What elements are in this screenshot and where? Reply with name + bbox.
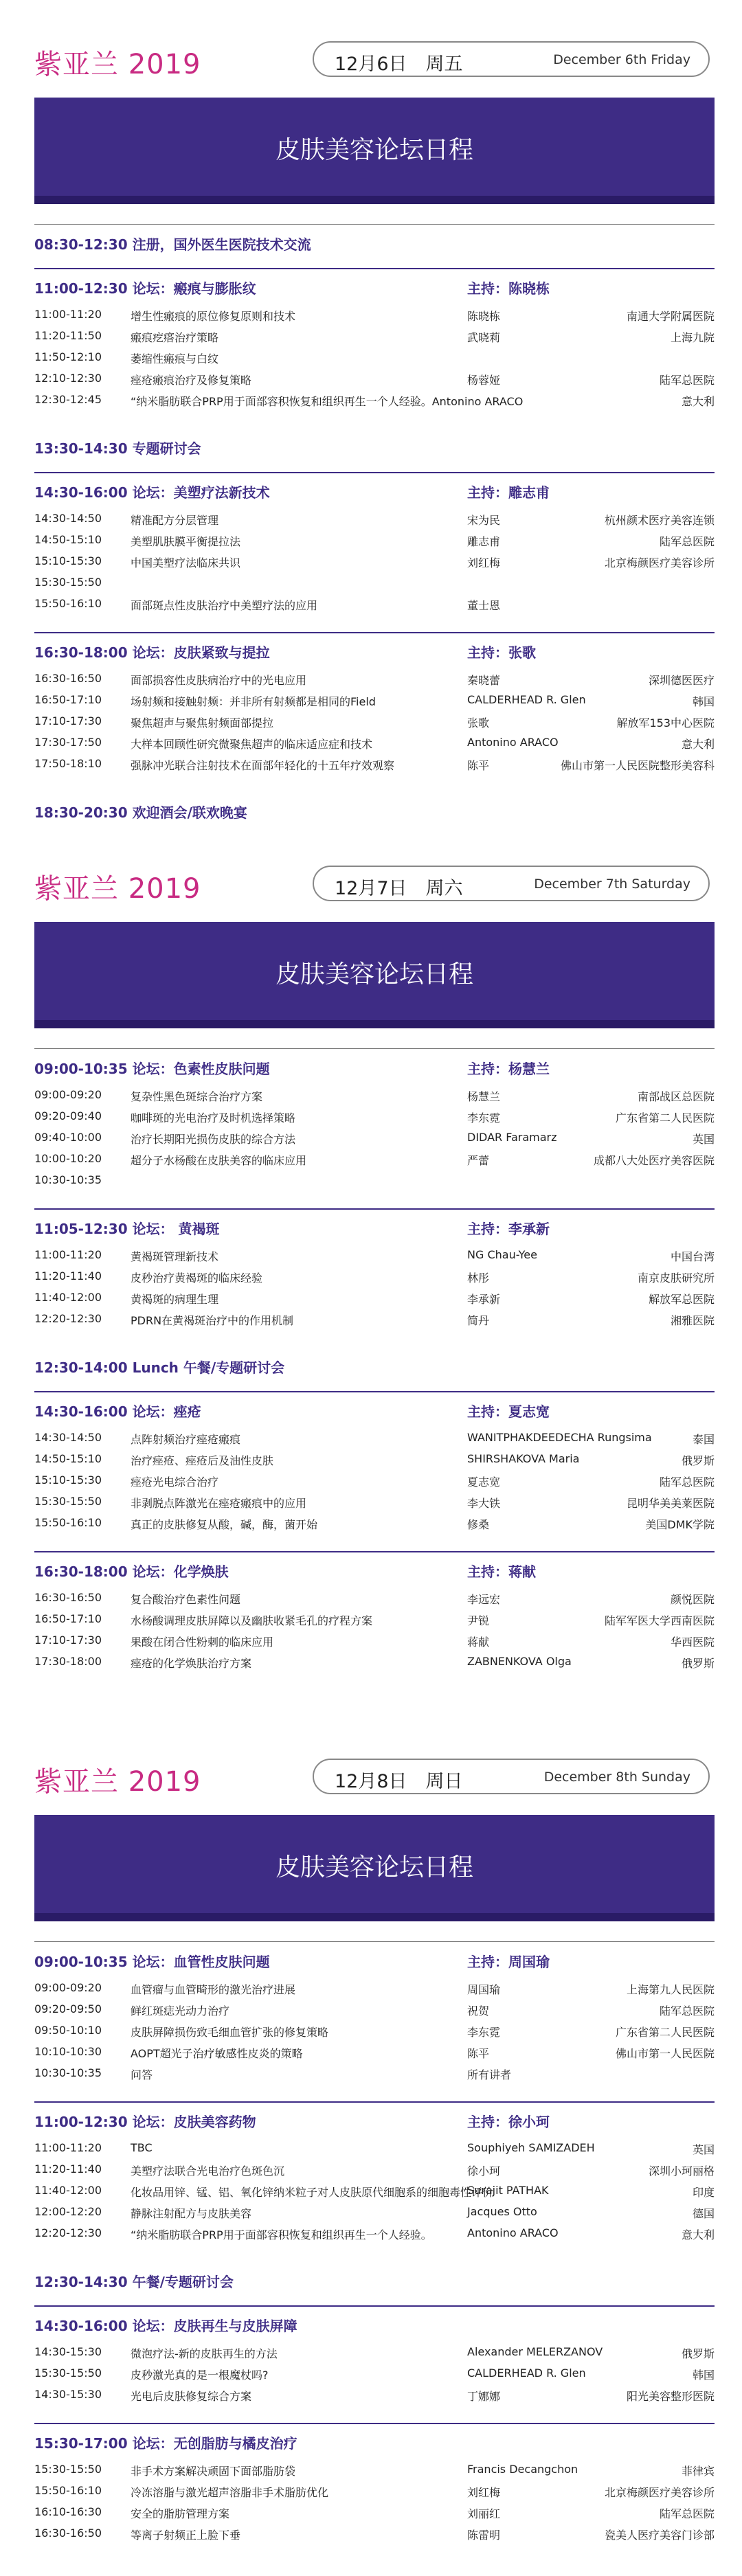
section-title: 欢迎酒会/联欢晚宴 (132, 804, 247, 821)
row-topic: 复合酸治疗色素性问题 (131, 1593, 241, 1606)
row-topic: “纳米脂肪联合PRP用于面部容积恢复和组织再生一个人经验。Antonino ARACO (131, 395, 524, 408)
row-time: 15:50-16:10 (34, 2484, 102, 2497)
section-time: 09:00-10:35 (34, 1061, 133, 1077)
row-time: 09:00-09:20 (34, 1088, 102, 1101)
row-time: 12:30-12:45 (34, 393, 102, 406)
row-topic: 治疗长期阳光损伤皮肤的综合方法 (131, 1133, 296, 1146)
row-speaker: 刘红梅 (467, 556, 501, 569)
row-speaker: 蒋献 (467, 1636, 490, 1649)
date-cn: 12月8日 周日 (335, 1771, 463, 1792)
row-time: 14:30-14:50 (34, 512, 102, 525)
row-time: 15:10-15:30 (34, 554, 102, 567)
section-title: 专题研讨会 (132, 440, 201, 457)
row-time: 17:50-18:10 (34, 757, 102, 770)
row-topic: 问答 (131, 2068, 153, 2081)
row-speaker: 陈雷明 (467, 2529, 501, 2542)
title-banner (34, 1815, 715, 1921)
row-topic: 果酸在闭合性粉刺的临床应用 (131, 1636, 274, 1649)
row-time: 14:30-15:30 (34, 2388, 102, 2401)
section-heading (34, 2271, 715, 2291)
section-heading (34, 1401, 715, 1421)
row-organization: 俄罗斯 (681, 2347, 715, 2360)
row-time: 12:10-12:30 (34, 372, 102, 385)
section-time: 11:00-12:30 (34, 2114, 133, 2130)
row-topic: 非手术方案解决顽固下面部脂肪袋 (131, 2465, 296, 2478)
section-time: 16:30-18:00 (34, 644, 133, 661)
row-topic: 超分子水杨酸在皮肤美容的临床应用 (131, 1154, 307, 1167)
row-topic: 皮肤屏障损伤致毛细血管扩张的修复策略 (131, 2026, 329, 2039)
row-topic: 鲜红斑痣光动力治疗 (131, 2004, 230, 2018)
row-topic: 美塑疗法联合光电治疗色斑色沉 (131, 2165, 285, 2178)
row-time: 16:30-16:50 (34, 2527, 102, 2540)
row-organization: 陆军总医院 (659, 1476, 715, 1489)
row-organization: 中国台湾 (670, 1250, 715, 1263)
row-speaker: 简丹 (467, 1314, 490, 1327)
section-host: 主持：杨慧兰 (467, 1061, 550, 1077)
date-en: December 8th Sunday (543, 1770, 690, 1785)
date-cn: 12月7日 周六 (335, 878, 463, 899)
row-topic: 聚焦超声与聚焦射频面部提拉 (131, 716, 274, 730)
row-topic: 大样本回顾性研究微聚焦超声的临床适应症和技术 (131, 738, 373, 751)
date-en: December 6th Friday (553, 52, 690, 67)
row-topic: 化妆品用锌、锰、铝、氧化锌纳米粒子对人皮肤原代细胞系的细胞毒性评价 (131, 2186, 494, 2199)
row-organization: 昆明华美美莱医院 (626, 1497, 715, 1510)
row-topic: 皮秒激光真的是一根魔杖吗? (131, 2369, 269, 2382)
row-organization: 南京皮肤研究所 (637, 1272, 715, 1285)
row-organization: 深圳小珂丽格 (648, 2165, 715, 2178)
section-time: 12:30-14:00 (34, 1359, 133, 1376)
row-organization: 上海第九人民医院 (626, 1983, 715, 1996)
row-organization: 俄罗斯 (681, 1454, 715, 1467)
row-topic: 真正的皮肤修复从酸，碱，酶，菌开始 (131, 1518, 318, 1531)
section-heading (34, 234, 715, 253)
section-title: Lunch 午餐/专题研讨会 (132, 1359, 285, 1376)
row-speaker: 杨慧兰 (467, 1090, 501, 1103)
row-time: 17:30-17:50 (34, 736, 102, 749)
section-time: 11:05-12:30 (34, 1221, 133, 1237)
section-time: 18:30-20:30 (34, 804, 133, 821)
row-speaker: Alexander MELERZANOV (467, 2345, 603, 2358)
section-title: 午餐/专题研讨会 (132, 2274, 234, 2290)
row-speaker: 陈平 (467, 759, 490, 772)
date-pill (313, 1759, 710, 1794)
row-topic: 黄褐斑管理新技术 (131, 1250, 219, 1263)
row-speaker: 李大铁 (467, 1497, 501, 1510)
section-heading (34, 278, 715, 297)
row-topic: 冷冻溶脂与激光超声溶脂非手术脂肪优化 (131, 2486, 329, 2499)
row-time: 09:20-09:50 (34, 2002, 102, 2015)
section-heading (34, 438, 715, 457)
row-speaker: WANITPHAKDEEDECHA Rungsima (467, 1431, 652, 1444)
section-heading (34, 1951, 715, 1971)
row-speaker: 刘红梅 (467, 2486, 501, 2499)
section-title: 论坛：皮肤美容药物 (132, 2114, 256, 2130)
section-time: 08:30-12:30 (34, 236, 133, 253)
row-time: 11:20-11:40 (34, 1269, 102, 1283)
section-time: 13:30-14:30 (34, 440, 133, 457)
row-speaker: 张歌 (467, 716, 490, 730)
row-speaker: 杨蓉娅 (467, 374, 501, 387)
row-topic: 治疗痤疮、痤疮后及油性皮肤 (131, 1454, 274, 1467)
row-organization: 德国 (692, 2207, 715, 2220)
brand-logo-text: 紫亚兰 2019 (34, 49, 201, 80)
row-time: 14:50-15:10 (34, 1452, 102, 1465)
title-banner (34, 922, 715, 1028)
brand-logo-text: 紫亚兰 2019 (34, 873, 201, 905)
row-topic: 痤疮的化学焕肤治疗方案 (131, 1657, 252, 1670)
row-organization: 意大利 (681, 395, 715, 408)
section-heading (34, 2432, 715, 2452)
row-speaker: Surajit PATHAK (467, 2184, 549, 2197)
row-speaker: Francis Decangchon (467, 2463, 578, 2476)
row-organization: 陆军总医院 (659, 535, 715, 548)
row-organization: 华西医院 (670, 1636, 715, 1649)
row-time: 17:10-17:30 (34, 1634, 102, 1647)
row-speaker: 武晓莉 (467, 331, 501, 344)
row-time: 15:30-15:50 (34, 576, 102, 589)
section-title: 论坛：无创脂肪与橘皮治疗 (132, 2435, 297, 2452)
date-pill (313, 866, 710, 901)
section-host: 主持：陈晓栋 (467, 280, 550, 297)
row-topic: 中国美塑疗法临床共识 (131, 556, 241, 569)
row-organization: 南部战区总医院 (637, 1090, 715, 1103)
row-organization: 韩国 (692, 695, 715, 708)
section-heading (34, 2111, 715, 2131)
section-divider (34, 224, 715, 225)
row-speaker: 李东霓 (467, 1111, 501, 1125)
banner-title: 皮肤美容论坛日程 (275, 136, 473, 164)
section-time: 09:00-10:35 (34, 1954, 133, 1970)
row-organization: 颜悦医院 (670, 1593, 715, 1606)
row-time: 15:30-15:50 (34, 2366, 102, 2380)
brand-logo-text: 紫亚兰 2019 (34, 1766, 201, 1798)
row-speaker: 李东霓 (467, 2026, 501, 2039)
row-time: 09:50-10:10 (34, 2024, 102, 2037)
row-speaker: 秦晓蕾 (467, 674, 501, 687)
row-speaker: 周国瑜 (467, 1983, 501, 1996)
row-speaker: 夏志宽 (467, 1476, 501, 1489)
day-section (0, 1745, 742, 2576)
section-heading (34, 1058, 715, 1078)
row-speaker: SHIRSHAKOVA Maria (467, 1452, 580, 1465)
row-topic: 萎缩性瘢痕与白纹 (131, 352, 219, 365)
row-time: 15:10-15:30 (34, 1473, 102, 1487)
row-organization: 阳光美容整形医院 (626, 2390, 715, 2403)
row-speaker: NG Chau-Yee (467, 1248, 537, 1261)
day-section (0, 27, 742, 852)
section-title: 论坛：皮肤再生与皮肤屏障 (132, 2318, 297, 2334)
row-speaker: Antonino ARACO (467, 736, 559, 749)
section-host: 主持：张歌 (467, 644, 536, 661)
row-time: 16:30-16:50 (34, 672, 102, 685)
section-divider (34, 472, 715, 473)
row-organization: 上海九院 (670, 331, 715, 344)
row-time: 11:00-11:20 (34, 308, 102, 321)
row-topic: 痤疮光电综合治疗 (131, 1476, 219, 1489)
date-en: December 7th Saturday (534, 877, 690, 892)
section-divider (34, 268, 715, 269)
row-speaker: 丁娜娜 (467, 2390, 501, 2403)
section-heading (34, 642, 715, 662)
row-speaker: 宋为民 (467, 514, 501, 527)
row-topic: 强脉冲光联合注射技术在面部年轻化的十五年疗效观察 (131, 759, 395, 772)
section-host: 主持：雕志甫 (467, 484, 550, 501)
row-time: 11:20-11:50 (34, 329, 102, 342)
row-organization: 北京梅颜医疗美容诊所 (604, 556, 715, 569)
section-divider (34, 1208, 715, 1210)
section-divider (34, 1048, 715, 1049)
row-speaker: 修桑 (467, 1518, 490, 1531)
row-time: 10:00-10:20 (34, 1152, 102, 1165)
row-time: 15:50-16:10 (34, 1516, 102, 1529)
row-speaker: 陈晓栋 (467, 310, 501, 323)
row-time: 11:50-12:10 (34, 350, 102, 363)
section-divider (34, 2101, 715, 2103)
row-organization: 南通大学附属医院 (626, 310, 715, 323)
row-organization: 泰国 (692, 1433, 715, 1446)
row-topic: 面部损容性皮肤病治疗中的光电应用 (131, 674, 307, 687)
section-host: 主持：李承新 (467, 1221, 550, 1237)
row-speaker: Souphiyeh SAMIZADEH (467, 2141, 595, 2154)
section-time: 15:30-17:00 (34, 2435, 133, 2452)
row-speaker: 所有讲者 (467, 2068, 512, 2081)
row-time: 14:30-14:50 (34, 1431, 102, 1444)
row-topic: 微泡疗法-新的皮肤再生的方法 (131, 2347, 278, 2360)
row-time: 11:40-12:00 (34, 2184, 102, 2197)
row-speaker: 李承新 (467, 1293, 501, 1306)
row-speaker: 严蕾 (467, 1154, 490, 1167)
row-time: 17:10-17:30 (34, 714, 102, 727)
row-time: 10:30-10:35 (34, 2066, 102, 2079)
row-topic: 非剥脱点阵激光在痤疮瘢痕中的应用 (131, 1497, 307, 1510)
day-section (0, 852, 742, 1745)
row-topic: 黄褐斑的病理生理 (131, 1293, 219, 1306)
section-divider (34, 632, 715, 633)
section-host: 主持：徐小珂 (467, 2114, 550, 2130)
row-organization: 英国 (692, 1133, 715, 1146)
day-header (0, 27, 742, 91)
row-time: 14:30-15:30 (34, 2345, 102, 2358)
section-divider (34, 2423, 715, 2424)
row-organization: 陆军军医大学西南医院 (604, 1614, 715, 1627)
row-time: 09:20-09:40 (34, 1109, 102, 1122)
row-speaker: 徐小珂 (467, 2165, 501, 2178)
row-topic: 瘢痕疙瘩治疗策略 (131, 331, 219, 344)
row-organization: 解放军153中心医院 (616, 716, 715, 730)
row-speaker: 雕志甫 (467, 535, 501, 548)
row-topic: 点阵射频治疗痤疮瘢痕 (131, 1433, 241, 1446)
row-time: 15:30-15:50 (34, 1495, 102, 1508)
row-topic: PDRN在黄褐斑治疗中的作用机制 (131, 1314, 294, 1327)
section-heading (34, 2315, 715, 2335)
row-time: 10:30-10:35 (34, 1173, 102, 1186)
row-time: 12:00-12:20 (34, 2205, 102, 2218)
row-time: 09:40-10:00 (34, 1131, 102, 1144)
row-topic: 等离子射频正上脸下垂 (131, 2529, 241, 2542)
row-speaker: Antonino ARACO (467, 2226, 559, 2239)
section-title: 论坛：瘢痕与膨胀纹 (132, 280, 256, 297)
row-topic: “纳米脂肪联合PRP用于面部容积恢复和组织再生一个人经验。 (131, 2228, 432, 2241)
section-heading (34, 482, 715, 501)
row-speaker: CALDERHEAD R. Glen (467, 693, 586, 706)
row-time: 11:20-11:40 (34, 2162, 102, 2176)
row-time: 14:50-15:10 (34, 533, 102, 546)
row-time: 09:00-09:20 (34, 1981, 102, 1994)
row-topic: 光电后皮肤修复综合方案 (131, 2390, 252, 2403)
row-speaker: ZABNENKOVA Olga (467, 1655, 572, 1668)
section-time: 12:30-14:30 (34, 2274, 133, 2290)
row-speaker: 刘丽红 (467, 2507, 501, 2520)
day-header (0, 1745, 742, 1808)
row-time: 11:00-11:20 (34, 1248, 102, 1261)
row-organization: 成都八大处医疗美容医院 (593, 1154, 715, 1167)
section-title: 论坛： 黄褐斑 (132, 1221, 220, 1237)
row-topic: 皮秒治疗黄褐斑的临床经验 (131, 1272, 263, 1285)
section-title: 论坛：皮肤紧致与提拉 (132, 644, 270, 661)
row-time: 16:10-16:30 (34, 2505, 102, 2518)
row-topic: 面部斑点性皮肤治疗中美塑疗法的应用 (131, 599, 318, 612)
banner-title: 皮肤美容论坛日程 (275, 960, 473, 988)
row-topic: 精准配方分层管理 (131, 514, 219, 527)
row-organization: 深圳德医医疗 (648, 674, 715, 687)
row-time: 16:50-17:10 (34, 693, 102, 706)
row-topic: 咖啡斑的光电治疗及时机选择策略 (131, 1111, 296, 1125)
row-organization: 北京梅颜医疗美容诊所 (604, 2486, 715, 2499)
row-time: 16:50-17:10 (34, 1612, 102, 1625)
section-title: 论坛：血管性皮肤问题 (132, 1954, 270, 1970)
row-organization: 俄罗斯 (681, 1657, 715, 1670)
row-organization: 印度 (692, 2186, 715, 2199)
section-title: 论坛：美塑疗法新技术 (132, 484, 270, 501)
section-divider (34, 1941, 715, 1942)
row-topic: 场射频和接触射频：并非所有射频都是相同的Field (131, 695, 376, 708)
row-speaker: 董士恩 (467, 599, 501, 612)
section-time: 14:30-16:00 (34, 484, 133, 501)
row-organization: 广东省第二人民医院 (615, 1111, 715, 1125)
row-organization: 意大利 (681, 738, 715, 751)
row-organization: 陆军总医院 (659, 374, 715, 387)
row-time: 15:50-16:10 (34, 597, 102, 610)
row-organization: 瓷美人医疗美容门诊部 (604, 2529, 715, 2542)
row-speaker: 尹锐 (467, 1614, 490, 1627)
row-time: 10:10-10:30 (34, 2045, 102, 2058)
row-topic: 静脉注射配方与皮肤美容 (131, 2207, 252, 2220)
section-heading (34, 1357, 715, 1377)
row-time: 12:20-12:30 (34, 1312, 102, 1325)
row-organization: 广东省第二人民医院 (615, 2026, 715, 2039)
row-speaker: DIDAR Faramarz (467, 1131, 557, 1144)
section-host: 主持：夏志宽 (467, 1403, 550, 1420)
row-time: 17:30-18:00 (34, 1655, 102, 1668)
row-speaker: CALDERHEAD R. Glen (467, 2366, 586, 2380)
row-time: 15:30-15:50 (34, 2463, 102, 2476)
section-host: 主持：周国瑜 (467, 1954, 550, 1970)
section-time: 14:30-16:00 (34, 1403, 133, 1420)
title-banner (34, 98, 715, 204)
row-organization: 美国DMK学院 (645, 1518, 715, 1531)
section-title: 论坛：色素性皮肤问题 (132, 1061, 270, 1077)
row-topic: 血管瘤与血管畸形的激光治疗进展 (131, 1983, 296, 1996)
row-topic: 复杂性黑色斑综合治疗方案 (131, 1090, 263, 1103)
section-time: 11:00-12:30 (34, 280, 133, 297)
row-topic: 痤疮瘢痕治疗及修复策略 (131, 374, 252, 387)
row-topic: 安全的脂肪管理方案 (131, 2507, 230, 2520)
row-topic: AOPT超光子治疗敏感性皮炎的策略 (131, 2047, 303, 2060)
section-time: 14:30-16:00 (34, 2318, 133, 2334)
section-title: 论坛：痤疮 (132, 1403, 201, 1420)
section-divider (34, 2305, 715, 2307)
row-time: 11:00-11:20 (34, 2141, 102, 2154)
row-speaker: 李远宏 (467, 1593, 501, 1606)
date-pill (313, 41, 710, 77)
row-organization: 韩国 (692, 2369, 715, 2382)
row-speaker: 陈平 (467, 2047, 490, 2060)
row-organization: 解放军总医院 (648, 1293, 715, 1306)
row-speaker: Jacques Otto (467, 2205, 537, 2218)
section-title: 论坛：化学焕肤 (132, 1563, 229, 1580)
row-organization: 湘雅医院 (670, 1314, 715, 1327)
section-title: 注册，国外医生医院技术交流 (132, 236, 311, 253)
row-organization: 陆军总医院 (659, 2004, 715, 2018)
row-organization: 杭州颜术医疗美容连锁 (604, 514, 715, 527)
section-heading (34, 1561, 715, 1581)
section-divider (34, 1551, 715, 1552)
row-organization: 菲律宾 (681, 2465, 715, 2478)
row-time: 11:40-12:00 (34, 1291, 102, 1304)
row-topic: 增生性瘢痕的原位修复原则和技术 (131, 310, 296, 323)
row-time: 12:20-12:30 (34, 2226, 102, 2239)
row-topic: 美塑肌肤膜平衡提拉法 (131, 535, 241, 548)
row-organization: 佛山市第一人民医院整形美容科 (560, 759, 715, 772)
row-speaker: 林彤 (467, 1272, 490, 1285)
banner-title: 皮肤美容论坛日程 (275, 1853, 473, 1882)
row-speaker: 祝贺 (467, 2004, 490, 2018)
row-time: 16:30-16:50 (34, 1591, 102, 1604)
row-topic: 水杨酸调理皮肤屏障以及幽肤收紧毛孔的疗程方案 (131, 1614, 373, 1627)
section-heading (34, 1218, 715, 1238)
row-topic: TBC (131, 2141, 153, 2154)
section-heading (34, 802, 715, 822)
row-organization: 意大利 (681, 2228, 715, 2241)
section-time: 16:30-18:00 (34, 1563, 133, 1580)
date-cn: 12月6日 周五 (335, 54, 463, 75)
row-organization: 佛山市第一人民医院 (615, 2047, 715, 2060)
section-host: 主持：蒋献 (467, 1563, 536, 1580)
row-organization: 陆军总医院 (659, 2507, 715, 2520)
row-organization: 英国 (692, 2143, 715, 2156)
day-header (0, 852, 742, 915)
section-divider (34, 1391, 715, 1392)
